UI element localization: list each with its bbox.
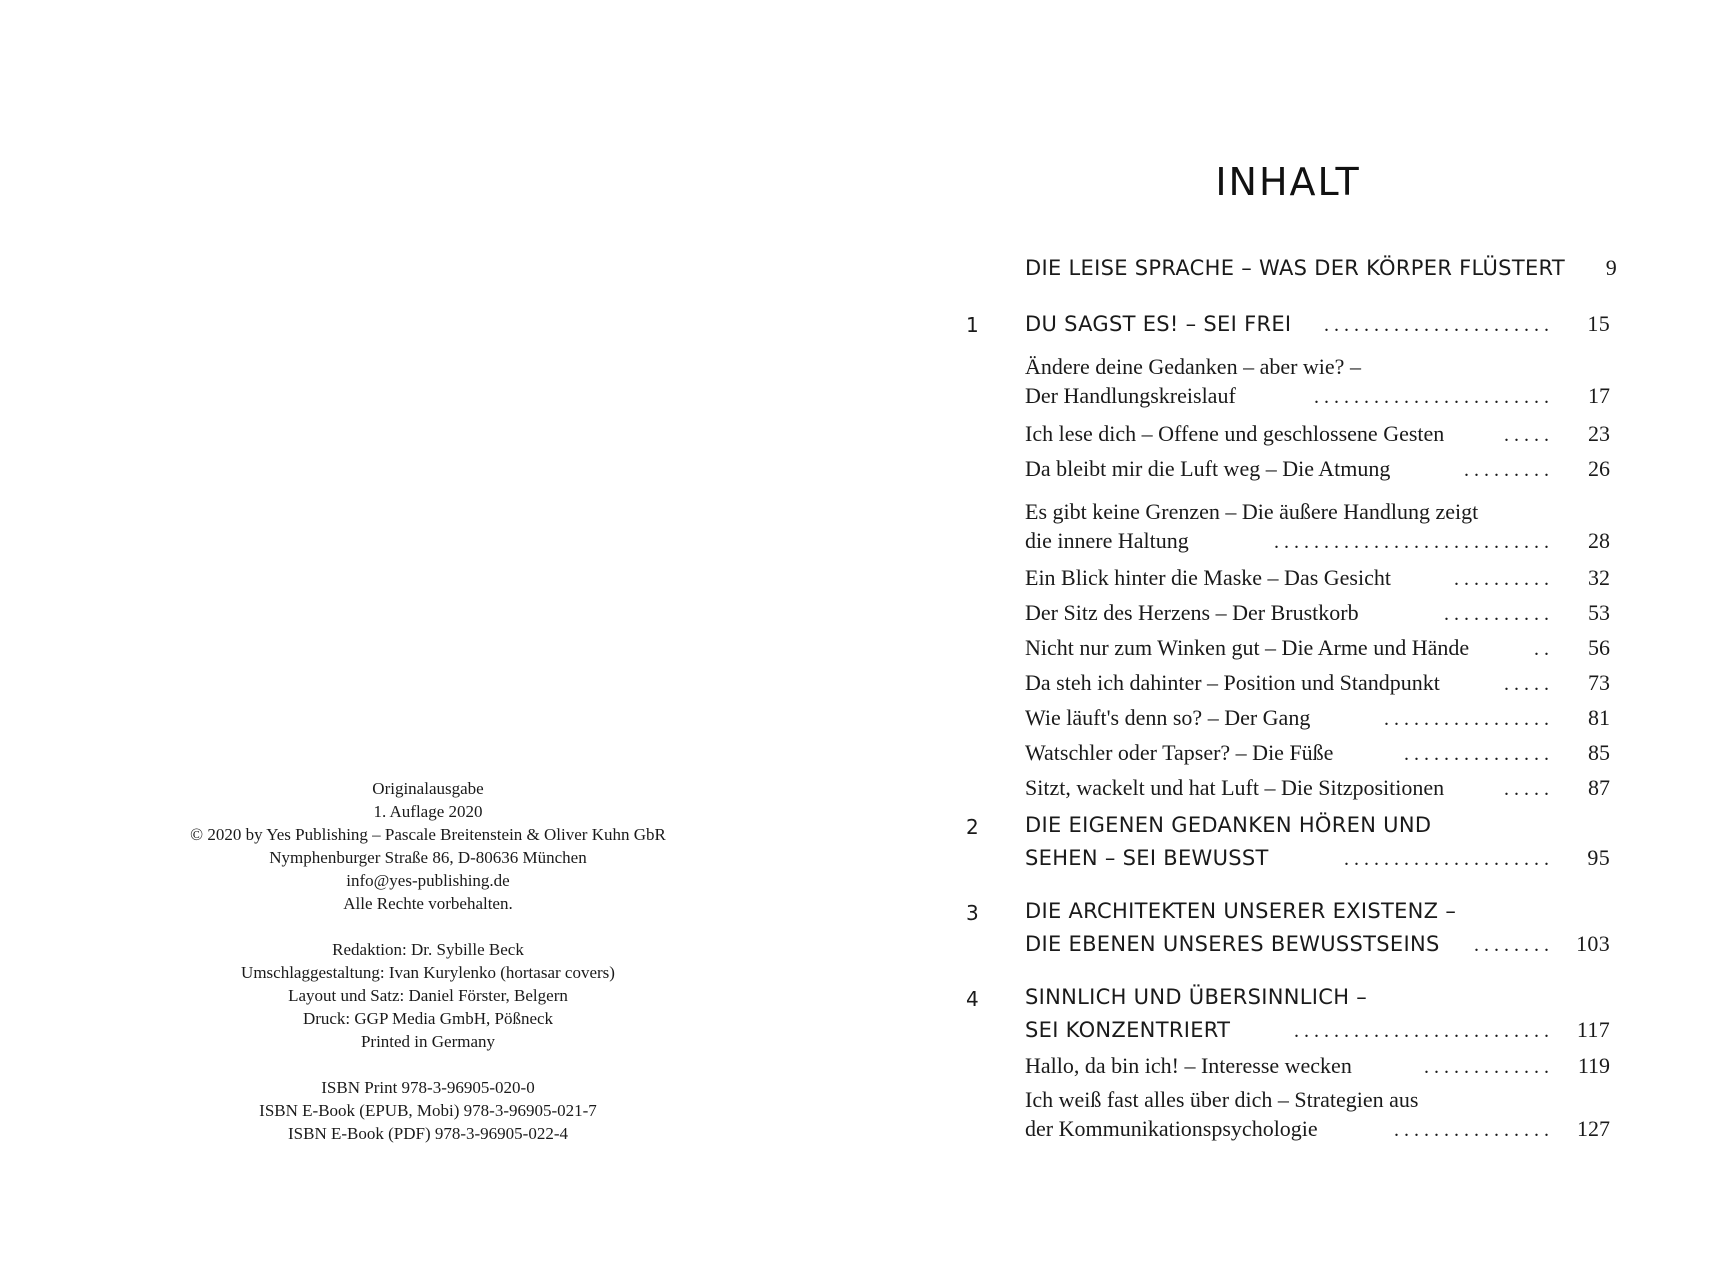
toc-page-number: 15 bbox=[1587, 311, 1610, 336]
toc-page-number: 81 bbox=[1588, 705, 1610, 730]
toc-title: INHALT bbox=[1215, 160, 1361, 204]
toc-page-number: 23 bbox=[1588, 421, 1610, 446]
toc-entry[interactable] bbox=[1025, 899, 1610, 963]
toc-entry-title: SEI KONZENTRIERT bbox=[1025, 1018, 1231, 1042]
toc-page-number: 28 bbox=[1588, 528, 1610, 553]
toc-entry[interactable] bbox=[1025, 813, 1610, 877]
dot-leader: ............... bbox=[1404, 743, 1554, 765]
toc-page-number: 53 bbox=[1588, 600, 1610, 625]
dot-leader: ............. bbox=[1424, 1056, 1554, 1078]
toc-entry[interactable] bbox=[1025, 421, 1610, 450]
dot-leader: ................ bbox=[1394, 1119, 1554, 1141]
dot-leader: .......... bbox=[1454, 568, 1554, 590]
toc-entry-title: SEHEN – SEI BEWUSST bbox=[1025, 846, 1269, 870]
toc-entry[interactable] bbox=[1025, 635, 1610, 664]
toc-page-number: 17 bbox=[1588, 383, 1610, 408]
toc-entry-title: die innere Haltung bbox=[1025, 528, 1189, 553]
imprint-line: 1. Auflage 2020 bbox=[373, 802, 483, 821]
toc-page-number: 26 bbox=[1588, 456, 1610, 481]
toc-entry[interactable] bbox=[1025, 740, 1610, 769]
toc-entry-title: DIE LEISE SPRACHE – WAS DER KÖRPER FLÜSTERT bbox=[1025, 256, 1566, 280]
toc-page-number: 56 bbox=[1588, 635, 1610, 660]
toc-entry[interactable] bbox=[1025, 670, 1610, 699]
toc-page-number: 103 bbox=[1576, 931, 1610, 956]
dot-leader: .......................... bbox=[1294, 1020, 1554, 1042]
toc-page bbox=[856, 0, 1713, 1270]
imprint-block bbox=[0, 777, 856, 1145]
toc-entry-title: Nicht nur zum Winken gut – Die Arme und Hände bbox=[1025, 635, 1470, 660]
chapter-number: 4 bbox=[966, 987, 979, 1011]
toc-entry[interactable] bbox=[1025, 1087, 1610, 1145]
toc-page-number: 32 bbox=[1588, 565, 1610, 590]
toc-page-number: 9 bbox=[1605, 255, 1618, 280]
toc-entry[interactable] bbox=[1025, 354, 1610, 412]
imprint-line: Druck: GGP Media GmbH, Pößneck bbox=[302, 1009, 554, 1028]
toc-entry-title: DIE EBENEN UNSERES BEWUSSTSEINS bbox=[1025, 932, 1440, 956]
dot-leader: ................. bbox=[1384, 708, 1554, 730]
chapter-number: 1 bbox=[966, 313, 979, 337]
imprint-page bbox=[0, 0, 856, 1270]
toc-entry-title: Der Handlungskreislauf bbox=[1025, 383, 1236, 408]
toc-entry-title: Ich lese dich – Offene und geschlossene Gesten bbox=[1025, 421, 1445, 446]
toc-entry[interactable] bbox=[1025, 255, 1618, 287]
chapter-number: 3 bbox=[966, 901, 979, 925]
toc-entry-title: Sitzt, wackelt und hat Luft – Die Sitzpositionen bbox=[1025, 775, 1445, 800]
toc-entry-title: Ändere deine Gedanken – aber wie? – bbox=[1025, 354, 1361, 379]
imprint-line: Originalausgabe bbox=[372, 779, 484, 798]
imprint-line: Printed in Germany bbox=[360, 1032, 496, 1051]
toc-entry-title: Watschler oder Tapser? – Die Füße bbox=[1025, 740, 1334, 765]
toc-page-number: 119 bbox=[1577, 1053, 1610, 1078]
toc-page-number: 73 bbox=[1588, 670, 1610, 695]
toc-entry-title: Ich weiß fast alles über dich – Strategien aus bbox=[1025, 1087, 1419, 1112]
dot-leader: .. bbox=[1534, 638, 1554, 660]
dot-leader: ......... bbox=[1464, 459, 1554, 481]
imprint-line: info@yes-publishing.de bbox=[346, 871, 510, 890]
imprint-line: ISBN E-Book (PDF) 978-3-96905-022-4 bbox=[287, 1124, 569, 1143]
toc-entry-title: DIE EIGENEN GEDANKEN HÖREN UND bbox=[1025, 813, 1432, 837]
toc-entry-title: Wie läuft's denn so? – Der Gang bbox=[1025, 705, 1311, 730]
dot-leader: ........... bbox=[1444, 603, 1554, 625]
toc-page-number: 87 bbox=[1588, 775, 1610, 800]
imprint-line: © 2020 by Yes Publishing – Pascale Breitenstein & Oliver Kuhn GbR bbox=[190, 825, 666, 844]
toc-entry[interactable] bbox=[1025, 705, 1610, 734]
imprint-line: ISBN Print 978-3-96905-020-0 bbox=[321, 1078, 535, 1097]
toc-entry-title: Da bleibt mir die Luft weg – Die Atmung bbox=[1025, 456, 1391, 481]
imprint-line: Alle Rechte vorbehalten. bbox=[343, 894, 513, 913]
toc-page-number: 95 bbox=[1587, 845, 1610, 870]
toc-entry[interactable] bbox=[1025, 775, 1610, 804]
dot-leader: ..................... bbox=[1344, 848, 1554, 870]
dot-leader: ..... bbox=[1504, 778, 1554, 800]
toc-entry-title: DIE ARCHITEKTEN UNSERER EXISTENZ – bbox=[1025, 899, 1457, 923]
dot-leader: ..... bbox=[1504, 424, 1554, 446]
toc-entry-title: Der Sitz des Herzens – Der Brustkorb bbox=[1025, 600, 1359, 625]
toc-entry[interactable] bbox=[1025, 600, 1610, 629]
dot-leader: ........ bbox=[1474, 934, 1554, 956]
toc-entry-title: DU SAGST ES! – SEI FREI bbox=[1025, 312, 1292, 336]
toc-entry[interactable] bbox=[1025, 499, 1610, 557]
imprint-line: Layout und Satz: Daniel Förster, Belgern bbox=[288, 986, 568, 1005]
imprint-line: Umschlaggestaltung: Ivan Kurylenko (hortasar covers) bbox=[241, 963, 615, 982]
toc-page-number: 85 bbox=[1588, 740, 1610, 765]
toc-entry-title: SINNLICH UND ÜBERSINNLICH – bbox=[1025, 985, 1368, 1009]
toc-entry[interactable] bbox=[1025, 456, 1610, 485]
toc-page-number: 127 bbox=[1577, 1116, 1610, 1141]
toc-entry-title: Da steh ich dahinter – Position und Standpunkt bbox=[1025, 670, 1440, 695]
toc-entry-title: Es gibt keine Grenzen – Die äußere Handlung zeigt bbox=[1025, 499, 1479, 524]
dot-leader: ........................ bbox=[1314, 386, 1554, 408]
imprint-line: Redaktion: Dr. Sybille Beck bbox=[332, 940, 524, 959]
toc-entry-title: der Kommunikationspsychologie bbox=[1025, 1116, 1318, 1141]
chapter-number: 2 bbox=[966, 815, 979, 839]
toc-entry-title: Hallo, da bin ich! – Interesse wecken bbox=[1025, 1053, 1352, 1078]
dot-leader: ..... bbox=[1504, 673, 1554, 695]
dot-leader: ............................ bbox=[1274, 531, 1554, 553]
toc-entry[interactable] bbox=[1025, 1053, 1610, 1082]
dot-leader: ....................... bbox=[1324, 314, 1554, 336]
toc-page-number: 117 bbox=[1576, 1017, 1610, 1042]
imprint-line: ISBN E-Book (EPUB, Mobi) 978-3-96905-021-7 bbox=[259, 1101, 597, 1120]
toc-entry[interactable] bbox=[1025, 985, 1610, 1049]
toc-entry-title: Ein Blick hinter die Maske – Das Gesicht bbox=[1025, 565, 1391, 590]
toc-entry[interactable] bbox=[1025, 565, 1610, 594]
toc-entry[interactable] bbox=[1025, 311, 1610, 343]
imprint-line: Nymphenburger Straße 86, D-80636 München bbox=[269, 848, 587, 867]
